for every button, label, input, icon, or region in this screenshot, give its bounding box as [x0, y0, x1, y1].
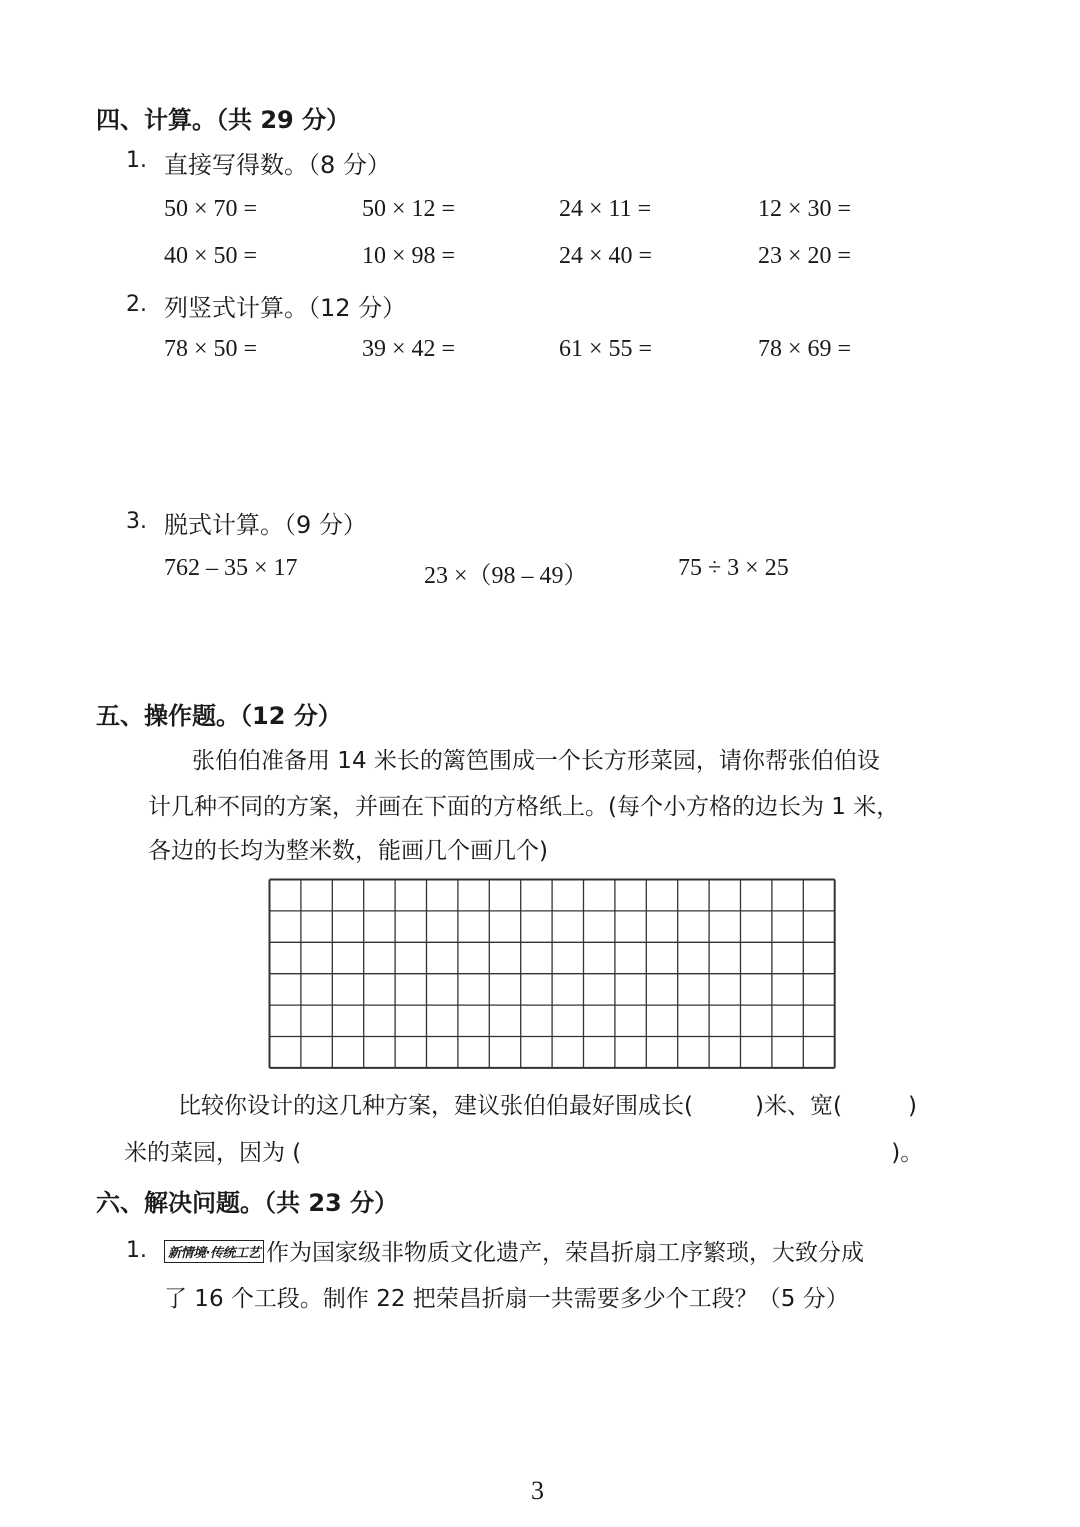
- q2-problem: 78 × 50 =: [164, 336, 258, 362]
- q2-title: 列竖式计算。（12 分）: [164, 294, 407, 322]
- q1-problem: 12 × 30 =: [758, 196, 852, 222]
- s6-q1-line: 了 16 个工段。制作 22 把荣昌折扇一共需要多少个工段？（5 分）: [164, 1286, 849, 1312]
- q1-problem: 24 × 11 =: [559, 196, 652, 222]
- q1-problem: 24 × 40 =: [559, 243, 653, 269]
- q3-number: 3.: [126, 509, 147, 534]
- q3-title: 脱式计算。（9 分）: [164, 511, 367, 539]
- q2-problem: 78 × 69 =: [758, 336, 852, 362]
- answer-text: )。: [891, 1140, 924, 1166]
- q1-problem: 10 × 98 =: [362, 243, 456, 269]
- context-tag: 新情境·传统工艺: [164, 1240, 264, 1263]
- section5-paragraph-line: 张伯伯准备用 14 米长的篱笆围成一个长方形菜园，请你帮张伯伯设: [192, 748, 880, 774]
- q3-problem: 75 ÷ 3 × 25: [678, 555, 789, 581]
- q1-problem: 40 × 50 =: [164, 243, 258, 269]
- answer-line: [178, 1087, 917, 1120]
- q1-title: 直接写得数。（8 分）: [164, 151, 391, 179]
- square-grid-paper[interactable]: [268, 878, 836, 1073]
- q2-problem: 61 × 55 =: [559, 336, 653, 362]
- s6-q1-number: 1.: [126, 1238, 147, 1263]
- answer-text: 米的菜园，因为 (: [124, 1140, 302, 1166]
- answer-text: )米、宽(: [754, 1093, 842, 1119]
- q1-problem: 50 × 70 =: [164, 196, 258, 222]
- q2-problem: 39 × 42 =: [362, 336, 456, 362]
- section5-paragraph-line: 计几种不同的方案，并画在下面的方格纸上。(每个小方格的边长为 1 米，: [148, 794, 900, 820]
- q1-problem: 23 × 20 =: [758, 243, 852, 269]
- s6-q1-text: 作为国家级非物质文化遗产，荣昌折扇工序繁琐，大致分成: [265, 1240, 864, 1266]
- q1-problem: 50 × 12 =: [362, 196, 456, 222]
- answer-line: [124, 1134, 923, 1167]
- answer-text: ): [907, 1093, 917, 1119]
- q1-number: 1.: [126, 148, 147, 173]
- q2-number: 2.: [126, 292, 147, 317]
- page-number: 3: [531, 1476, 544, 1505]
- section6-title: 六、解决问题。（共 23 分）: [96, 1189, 399, 1217]
- s6-q1-line: [164, 1234, 864, 1267]
- section5-title: 五、操作题。（12 分）: [96, 702, 342, 730]
- q3-problem: 23 ×（98 – 49）: [424, 563, 588, 589]
- q3-problem: 762 – 35 × 17: [164, 555, 298, 581]
- section4-title: 四、计算。（共 29 分）: [96, 106, 351, 134]
- section5-paragraph-line: 各边的长均为整米数，能画几个画几个): [148, 838, 548, 864]
- answer-text: 比较你设计的这几种方案，建议张伯伯最好围成长(: [178, 1093, 693, 1119]
